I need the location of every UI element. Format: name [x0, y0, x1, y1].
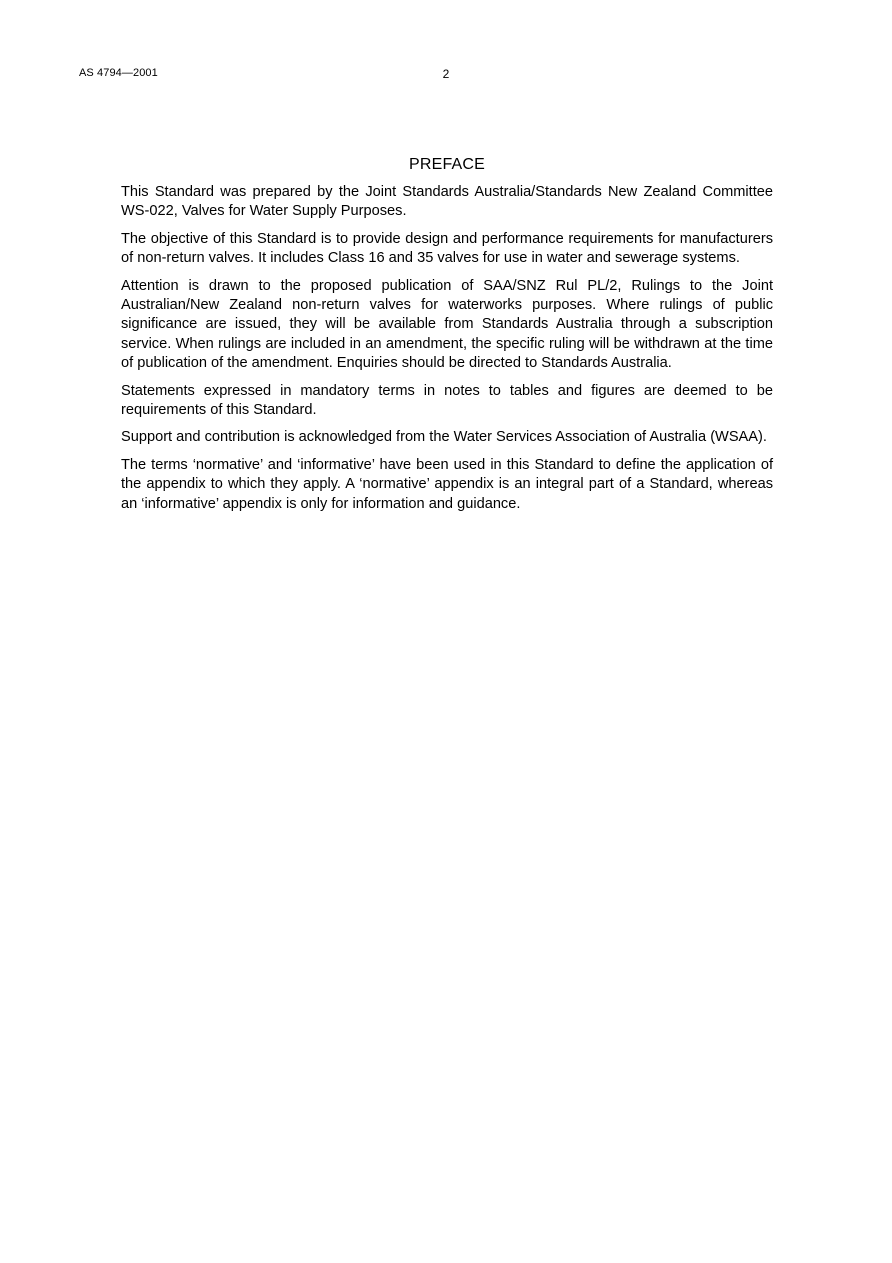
preface-paragraph: Support and contribution is acknowledged from the Water Services Association of Australia (WSAA). [121, 429, 767, 446]
preface-paragraph: The terms ‘normative’ and ‘informative’ have been used in this Standard to define the application of the appendix to which they apply. A ‘normative’ appendix is an integral part of a Standard, whereas an ‘informative’ appendix is only for information and guidance. [121, 456, 773, 512]
preface-paragraph: Statements expressed in mandatory terms in notes to tables and figures are deemed to be requirements of this Standard. [121, 382, 773, 419]
preface-paragraph: This Standard was prepared by the Joint Standards Australia/Standards New Zealand Committee WS-022, Valves for Water Supply Purposes. [121, 184, 773, 220]
page-number: 2 [442, 67, 450, 81]
preface-paragraph: Attention is drawn to the proposed publication of SAA/SNZ Rul PL/2, Rulings to the Joint Australian/New Zealand non-return valves for waterworks purposes. Where rulings of public significance are issued, they will be available from Standards Australia through a subscription service. When rulings are included in an amendment, the specific ruling will be withdrawn at the time of publication of the amendment. Enquiries should be directed to Standards Australia. [121, 277, 773, 372]
preface-paragraph: The objective of this Standard is to provide design and performance requirements for manufacturers of non-return valves. It includes Class 16 and 35 valves for use in water and sewerage systems. [121, 230, 773, 267]
document-id: AS 4794—2001 [79, 67, 158, 79]
preface-title: PREFACE [408, 156, 486, 173]
preface-section [121, 156, 773, 522]
